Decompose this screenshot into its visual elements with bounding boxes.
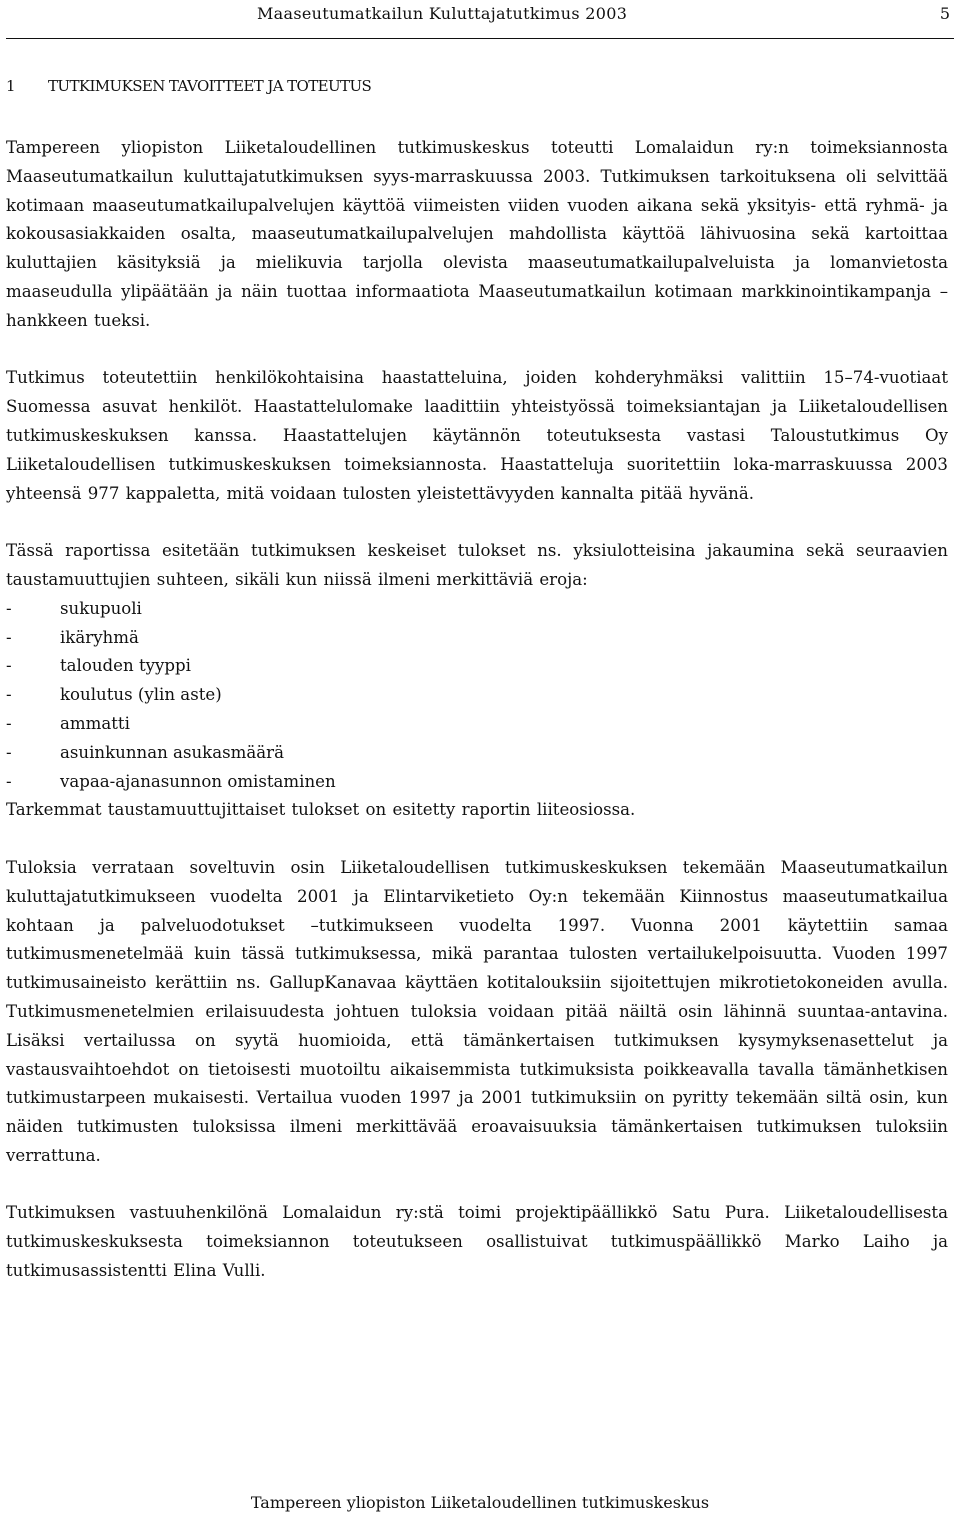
page-footer: Tampereen yliopiston Liiketaloudellinen tutkimuskeskus: [250, 1493, 710, 1512]
page-number: 5: [939, 4, 950, 23]
paragraph-results-intro: Tässä raportissa esitetään tutkimuksen keskeiset tulokset ns. yksiulotteisina jakaumina sekä seuraavien taustamuuttujien suhteen, sikäli kun niissä ilmeni merkittäviä eroja:: [6, 541, 948, 589]
list-marker: -: [6, 713, 12, 733]
section-number: 1: [6, 77, 15, 95]
list-item: - ikäryhmä: [6, 624, 948, 653]
paragraph-comparison: Tuloksia verrataan soveltuvin osin Liiketaloudellisen tutkimuskeskuksen tekemään Maaseutumatkailun kuluttajatutkimukseen vuodelta 2001 ja Elintarviketieto Oy:n tekemään Kiinnostus maaseutumatkailua kohtaan ja palveluodotukset –tutkimukseen vuodelta 1997. Vuonna 2001 käytettiin samaa tutkimusmenetelmää kuin tässä tutkimuksessa, mikä parantaa tulosten vertailukelpoisuutta. Vuoden 1997 tutkimusaineisto kerättiin ns. GallupKanavaa käyttäen kotitalouksiin sijoitettujen mikrotietokoneiden avulla. Tutkimusmenetelmien erilaisuudesta johtuen tuloksia voidaan pitää näiltä osin lähinnä suuntaa-antavina. Lisäksi vertailussa on syytä huomioida, että tämänkertaisen tutkimuksen kysymyksenasettelut ja vastausvaihtoehdot on tietoisesti muotoiltu aikaisemmista tutkimuksista poikkeavalla tavalla tämänhetkisen tutkimustarpeen mukaisesti. Vertailua vuoden 1997 ja 2001 tutkimuksiin on pyritty tekemään siltä osin, kun näiden tutkimusten tuloksissa ilmeni merkittävää eroavaisuuksia tämänkertaisen tutkimuksen tuloksiin verrattuna.: [6, 857, 948, 1165]
list-marker: -: [6, 685, 12, 705]
list-item: - asuinkunnan asukasmäärä: [6, 739, 948, 768]
list-item: - vapaa-ajanasunnon omistaminen: [6, 768, 948, 797]
section-title: TUTKIMUKSEN TAVOITTEET JA TOTEUTUS: [48, 77, 372, 95]
list-marker: -: [6, 598, 12, 618]
running-header: Maaseutumatkailun Kuluttajatutkimus 2003: [257, 4, 628, 23]
section-heading: [6, 76, 371, 96]
header-rule: [6, 38, 954, 39]
list-item: - koulutus (ylin aste): [6, 681, 948, 710]
list-marker: -: [6, 742, 12, 762]
list-marker: -: [6, 627, 12, 647]
list-item: - sukupuoli: [6, 595, 948, 624]
body-text: [6, 134, 948, 1286]
paragraph-responsible-persons: Tutkimuksen vastuuhenkilönä Lomalaidun ry:stä toimi projektipäällikkö Satu Pura. Liiketaloudellisesta tutkimuskeskuksesta toimeksiannon toteutukseen osallistuivat tutkimuspäällikkö Marko Laiho ja tutkimusassistentti Elina Vulli.: [6, 1203, 948, 1281]
list-item: - talouden tyyppi: [6, 652, 948, 681]
background-variables-list: [6, 595, 948, 797]
paragraph-purpose: Tampereen yliopiston Liiketaloudellinen tutkimuskeskus toteutti Lomalaidun ry:n toimeksiannosta Maaseutumatkailun kuluttajatutkimuksen syys-marraskuussa 2003. Tutkimuksen tarkoituksena oli selvittää kotimaan maaseutumatkailupalvelujen käyttöä viimeisten viiden vuoden aikana sekä yksityis- että ryhmä- ja kokousasiakkaiden osalta, maaseutumatkailupalvelujen mahdollista käyttöä lähivuosina sekä kartoittaa kuluttajien käsityksiä ja mielikuvia tarjolla olevista maaseutumatkailupalveluista ja lomanvietosta maaseudulla ylipäätään ja näin tuottaa informaatiota Maaseutumatkailun kotimaan markkinointikampanja –hankkeen tueksi.: [6, 138, 948, 330]
list-marker: -: [6, 656, 12, 676]
list-item: - ammatti: [6, 710, 948, 739]
paragraph-method: Tutkimus toteutettiin henkilökohtaisina haastatteluina, joiden kohderyhmäksi valittiin 15–74-vuotiaat Suomessa asuvat henkilöt. Haastattelulomake laadittiin yhteistyössä toimeksiantajan ja Liiketaloudellisen tutkimuskeskuksen kanssa. Haastattelujen käytännön toteutuksesta vastasi Taloustutkimus Oy Liiketaloudellisen tutkimuskeskuksen toimeksiannosta. Haastatteluja suoritettiin loka-marraskuussa 2003 yhteensä 977 kappaletta, mitä voidaan tulosten yleistettävyyden kannalta pitää hyvänä.: [6, 368, 948, 503]
list-marker: -: [6, 771, 12, 791]
paragraph-appendix-note: Tarkemmat taustamuuttujittaiset tulokset on esitetty raportin liiteosiossa.: [6, 800, 636, 820]
